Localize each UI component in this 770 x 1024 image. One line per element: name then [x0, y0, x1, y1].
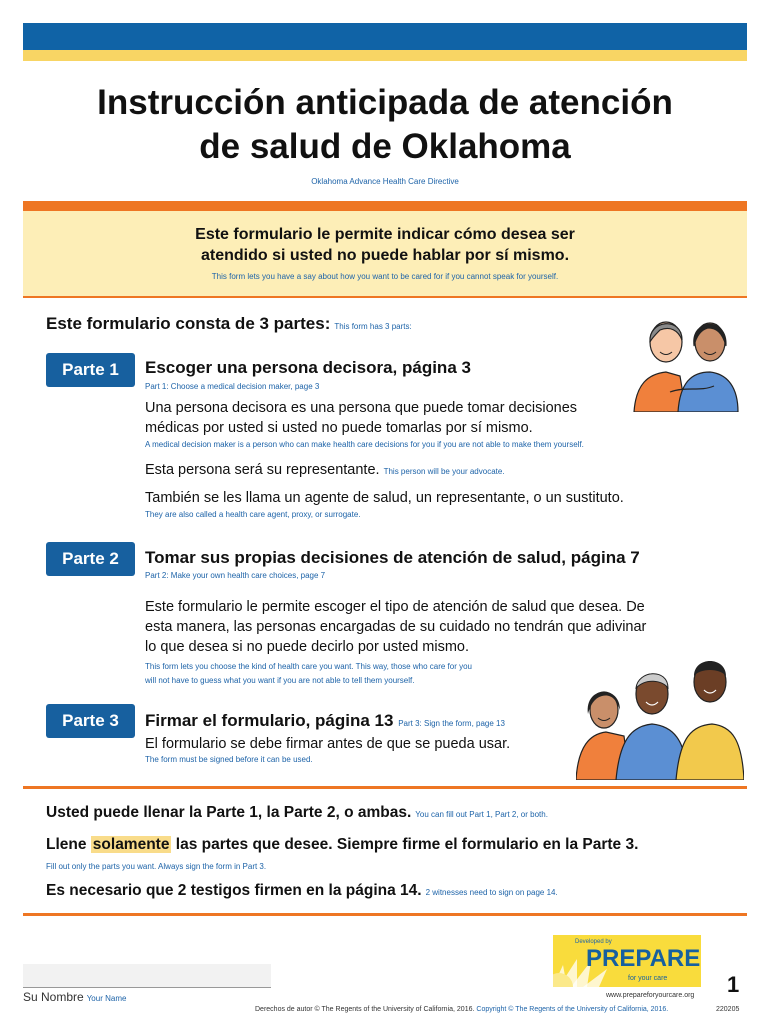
summary-highlight: solamente: [92, 836, 170, 853]
two-women-illustration: [630, 312, 742, 412]
summary-line-1: [46, 804, 548, 822]
orange-divider-2: [23, 786, 747, 789]
logo-wordmark: PREPARE: [586, 945, 701, 972]
copyright: [255, 1006, 668, 1013]
part-2-paragraph: [145, 597, 646, 657]
part-1-paragraph-2: [145, 460, 505, 482]
subtitle-english: Oklahoma Advance Health Care Directive: [311, 177, 459, 186]
name-label-en: Your Name: [86, 994, 127, 1003]
part-1-p1-line-1: Una persona decisora es una persona que puede tomar decisiones: [145, 400, 578, 416]
title-line-1: Instrucción anticipada de atención: [97, 83, 673, 122]
top-blue-bar: [23, 23, 747, 50]
parts-heading-es: Este formulario consta de 3 partes:: [46, 314, 331, 333]
part-1-p1-line-2: médicas por usted si usted no puede tomarlas por sí mismo.: [145, 420, 533, 436]
three-people-illustration: [576, 640, 744, 780]
website-link[interactable]: www.prepareforyourcare.org: [606, 992, 695, 999]
copyright-en: Copyright © The Regents of the University of California, 2016.: [476, 1006, 669, 1013]
summary-line-2: [46, 836, 638, 854]
summary-line-3-es: Es necesario que 2 testigos firmen en la página 14.: [46, 882, 422, 899]
part-2-p1-line-2: esta manera, las personas encargadas de su cuidado no tendrán que adivinar: [145, 619, 647, 635]
intro-box: [23, 211, 747, 298]
copyright-es: Derechos de autor © The Regents of the University of California, 2016.: [255, 1006, 475, 1013]
part-2-title: Tomar sus propias decisiones de atención de salud, página 7: [145, 548, 640, 567]
part-2-title-en: Part 2: Make your own health care choices, page 7: [145, 571, 326, 580]
part-1-paragraph-1: [145, 398, 577, 438]
summary-line-3: [46, 882, 558, 900]
prepare-logo: [553, 935, 701, 987]
top-yellow-bar: [23, 50, 747, 61]
parts-heading: [46, 314, 412, 334]
parts-heading-en: This form has 3 parts:: [334, 322, 412, 331]
part-3-p1: El formulario se debe firmar antes de que se pueda usar.: [145, 736, 511, 752]
logo-developed-by: Developed by: [575, 939, 612, 945]
intro-spanish: [23, 224, 747, 266]
part-2-en-line-1: This form lets you choose the kind of health care you want. This way, those who care for you: [145, 662, 472, 671]
part-3-title: Firmar el formulario, página 13: [145, 711, 394, 730]
title-line-2: de salud de Oklahoma: [199, 127, 571, 166]
document-code: 220205: [716, 1006, 740, 1013]
part-2-p1-line-3: lo que desea si no puede decirlo por usted mismo.: [145, 639, 470, 655]
part-2-paragraph-en: [145, 660, 472, 688]
part-2-badge: Parte 2: [46, 542, 135, 576]
part-1-p3-en: They are also called a health care agent, proxy, or surrogate.: [145, 510, 361, 519]
name-label-es: Su Nombre: [23, 990, 84, 1004]
summary-line-3-en: 2 witnesses need to sign on page 14.: [425, 888, 558, 897]
part-3-title-row: [145, 711, 505, 731]
part-1-p2-en: This person will be your advocate.: [383, 467, 505, 476]
part-1-title: Escoger una persona decisora, página 3: [145, 358, 471, 377]
part-1-p3: También se les llama un agente de salud, un representante, o un sustituto.: [145, 490, 624, 506]
summary-line-1-es: Usted puede llenar la Parte 1, la Parte 2, o ambas.: [46, 804, 412, 821]
part-3-title-en: Part 3: Sign the form, page 13: [398, 719, 505, 728]
summary-line-2-b: las partes que desee. Siempre firme el formulario en la Parte 3.: [175, 836, 639, 853]
name-label: [23, 990, 126, 1004]
name-field[interactable]: [23, 964, 271, 988]
part-1-title-en: Part 1: Choose a medical decision maker, page 3: [145, 382, 320, 391]
part-1-p1-en: A medical decision maker is a person who can make health care decisions for you if you are not able to make them yourself.: [145, 440, 584, 449]
part-2-p1-line-1: Este formulario le permite escoger el tipo de atención de salud que desea. De: [145, 599, 645, 615]
page-title: [0, 81, 770, 169]
part-2-en-line-2: will not have to guess what you want if you are not able to tell them yourself.: [145, 676, 415, 685]
intro-line-1: Este formulario le permite indicar cómo desea ser: [195, 226, 575, 243]
summary-line-2-a: Llene: [46, 836, 87, 853]
part-1-badge: Parte 1: [46, 353, 135, 387]
summary-line-1-en: You can fill out Part 1, Part 2, or both.: [415, 810, 548, 819]
summary-line-2-en: Fill out only the parts you want. Always sign the form in Part 3.: [46, 862, 267, 871]
intro-english: This form lets you have a say about how you want to be cared for if you cannot speak for yourself.: [211, 272, 559, 281]
part-1-p2: Esta persona será su representante.: [145, 462, 380, 478]
intro-line-2: atendido si usted no puede hablar por sí mismo.: [200, 247, 570, 264]
orange-divider-3: [23, 913, 747, 916]
part-3-badge: Parte 3: [46, 704, 135, 738]
orange-divider: [23, 201, 747, 211]
page-number: 1: [727, 972, 740, 997]
part-3-p1-en: The form must be signed before it can be used.: [145, 755, 313, 764]
logo-tagline: for your care: [628, 975, 668, 982]
